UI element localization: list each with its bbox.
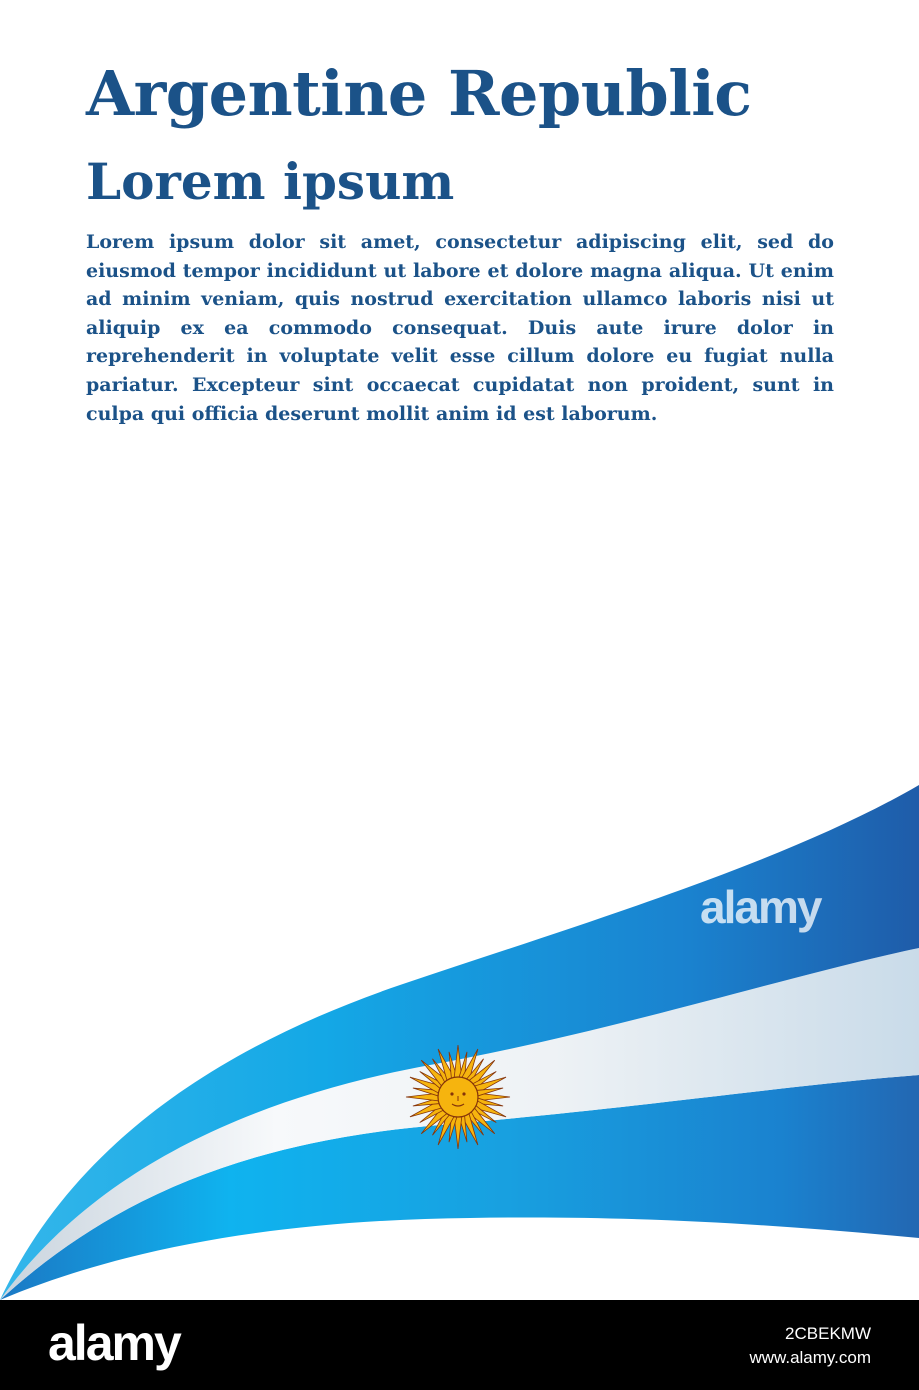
page-title: Argentine Republic bbox=[86, 57, 752, 130]
page-subtitle: Lorem ipsum bbox=[86, 152, 455, 211]
body-paragraph: Lorem ipsum dolor sit amet, consectetur adipiscing elit, sed do eiusmod tempor incididunt ut labore et dolore magna aliqua. Ut enim ad minim veniam, quis nostrud exercitation ullamco laboris nisi ut aliquip ex ea commodo consequat. Duis aute irure dolor in reprehenderit in voluptate velit esse cillum dolore eu fugiat nulla pariatur. Excepteur sint occaecat cupidatat non proident, sunt in culpa qui officia deserunt mollit anim id est laborum. bbox=[86, 231, 834, 425]
footer-image-info bbox=[749, 1322, 871, 1370]
footer-image-id: 2CBEKMW bbox=[785, 1324, 871, 1343]
footer-site-url: www.alamy.com bbox=[749, 1348, 871, 1367]
sun-of-may-icon bbox=[406, 1045, 510, 1149]
argentina-flag-wave bbox=[0, 760, 919, 1300]
watermark-text: alamy bbox=[700, 881, 821, 933]
footer-logo: alamy bbox=[48, 1315, 180, 1371]
footer-bar bbox=[0, 1300, 919, 1390]
